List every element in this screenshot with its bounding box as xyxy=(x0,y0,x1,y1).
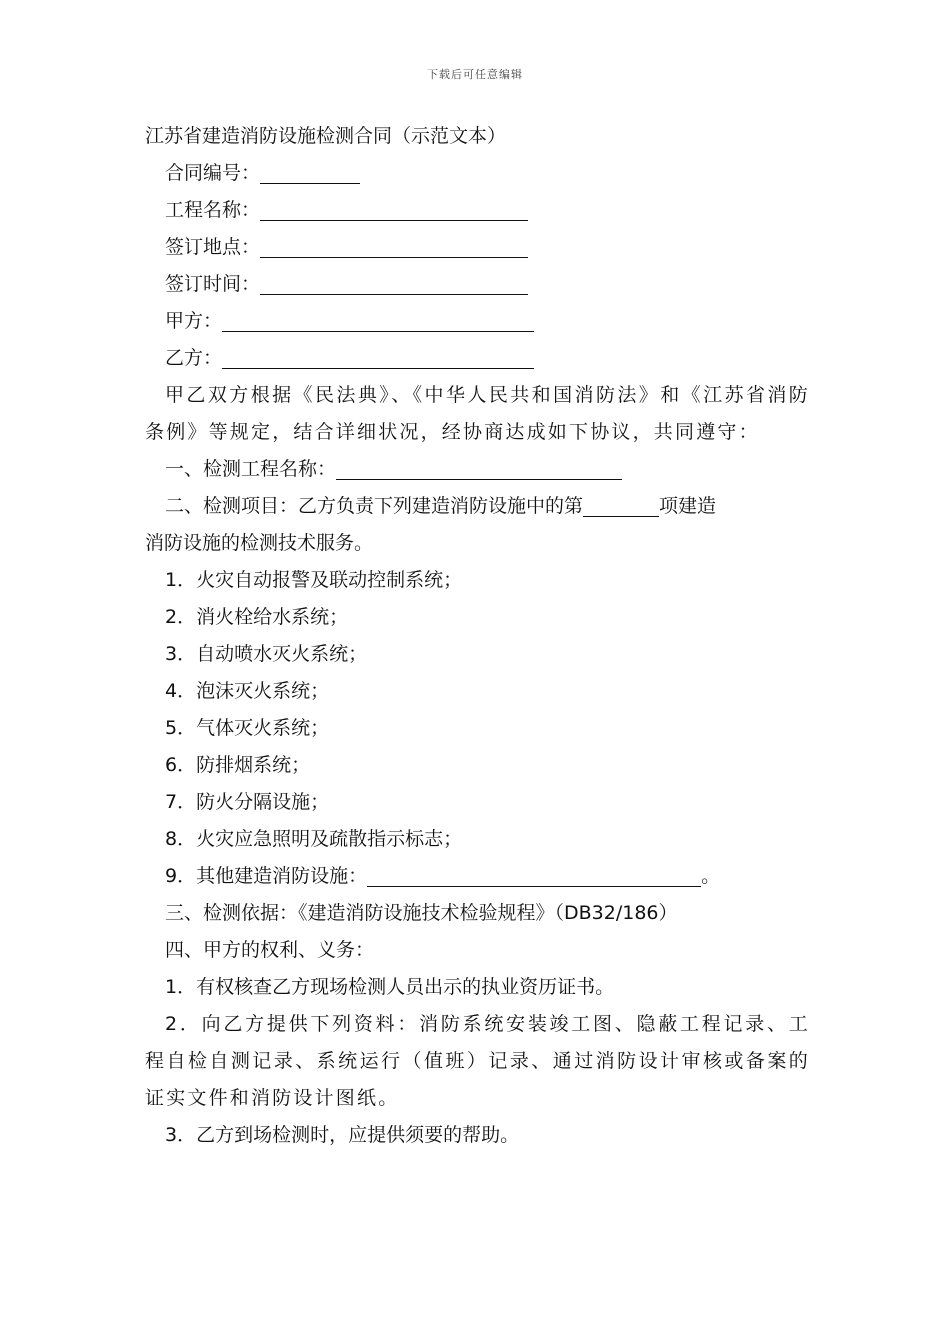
section-2-row xyxy=(145,488,810,525)
project-name-blank[interactable] xyxy=(260,196,528,221)
item-9-blank[interactable] xyxy=(367,862,701,887)
contract-no-blank[interactable] xyxy=(260,159,360,184)
list-item: 8．火灾应急照明及疏散指示标志； xyxy=(165,828,463,850)
party-a-label: 甲方： xyxy=(165,310,223,332)
contract-no-label: 合同编号： xyxy=(165,162,261,184)
party-b-label: 乙方： xyxy=(165,347,223,369)
list-item: 5．气体灭火系统； xyxy=(165,717,330,739)
intro-paragraph: 甲乙双方根据《民法典》、《中华人民共和国消防法》和《江苏省消防条例》等规定，结合详细状况，经协商达成如下协议，共同遵守： xyxy=(145,384,810,443)
contract-document xyxy=(145,118,810,1154)
item-9-end: 。 xyxy=(701,865,721,887)
sign-time-blank[interactable] xyxy=(260,270,528,295)
contract-no-row xyxy=(145,155,810,192)
sign-place-row xyxy=(145,229,810,266)
list-item: 4．泡沫灭火系统； xyxy=(165,680,330,702)
section-1-blank[interactable] xyxy=(336,455,622,480)
section-2-text: 二、检测项目：乙方负责下列建造消防设施中的第 xyxy=(165,495,584,517)
sign-place-blank[interactable] xyxy=(260,233,528,258)
item-9-row xyxy=(145,858,810,895)
section-1-label: 一、检测工程名称： xyxy=(165,458,337,480)
section-3: 三、检测依据：《建造消防设施技术检验规程》（DB32/186） xyxy=(165,902,678,924)
right-item-2: 2．向乙方提供下列资料：消防系统安装竣工图、隐蔽工程记录、工程自检自测记录、系统运行（值班）记录、通过消防设计审核或备案的证实文件和消防设计图纸。 xyxy=(145,1013,810,1109)
sign-time-row xyxy=(145,266,810,303)
project-name-row xyxy=(145,192,810,229)
section-4: 四、甲方的权利、义务： xyxy=(165,939,375,961)
list-item: 2．消火栓给水系统； xyxy=(165,606,349,628)
party-a-row xyxy=(145,303,810,340)
section-1-row xyxy=(145,451,810,488)
party-b-row xyxy=(145,340,810,377)
party-b-blank[interactable] xyxy=(222,344,534,369)
sign-time-label: 签订时间： xyxy=(165,273,261,295)
document-title: 江苏省建造消防设施检测合同（示范文本） xyxy=(145,125,507,147)
page-header-note: 下载后可任意编辑 xyxy=(427,68,523,81)
right-item-1: 1．有权核查乙方现场检测人员出示的执业资历证书。 xyxy=(165,976,615,998)
list-item: 6．防排烟系统； xyxy=(165,754,311,776)
list-item: 1．火灾自动报警及联动控制系统； xyxy=(165,569,463,591)
list-item: 7．防火分隔设施； xyxy=(165,791,330,813)
list-item: 3．自动喷水灭火系统； xyxy=(165,643,368,665)
right-item-3: 3．乙方到场检测时，应提供须要的帮助。 xyxy=(165,1124,520,1146)
party-a-blank[interactable] xyxy=(222,307,534,332)
section-2-suffix: 项建造 xyxy=(659,495,717,517)
item-9-label: 9．其他建造消防设施： xyxy=(165,865,368,887)
section-2-blank[interactable] xyxy=(583,492,659,517)
project-name-label: 工程名称： xyxy=(165,199,261,221)
section-2-continuation: 消防设施的检测技术服务。 xyxy=(145,532,374,554)
sign-place-label: 签订地点： xyxy=(165,236,261,258)
